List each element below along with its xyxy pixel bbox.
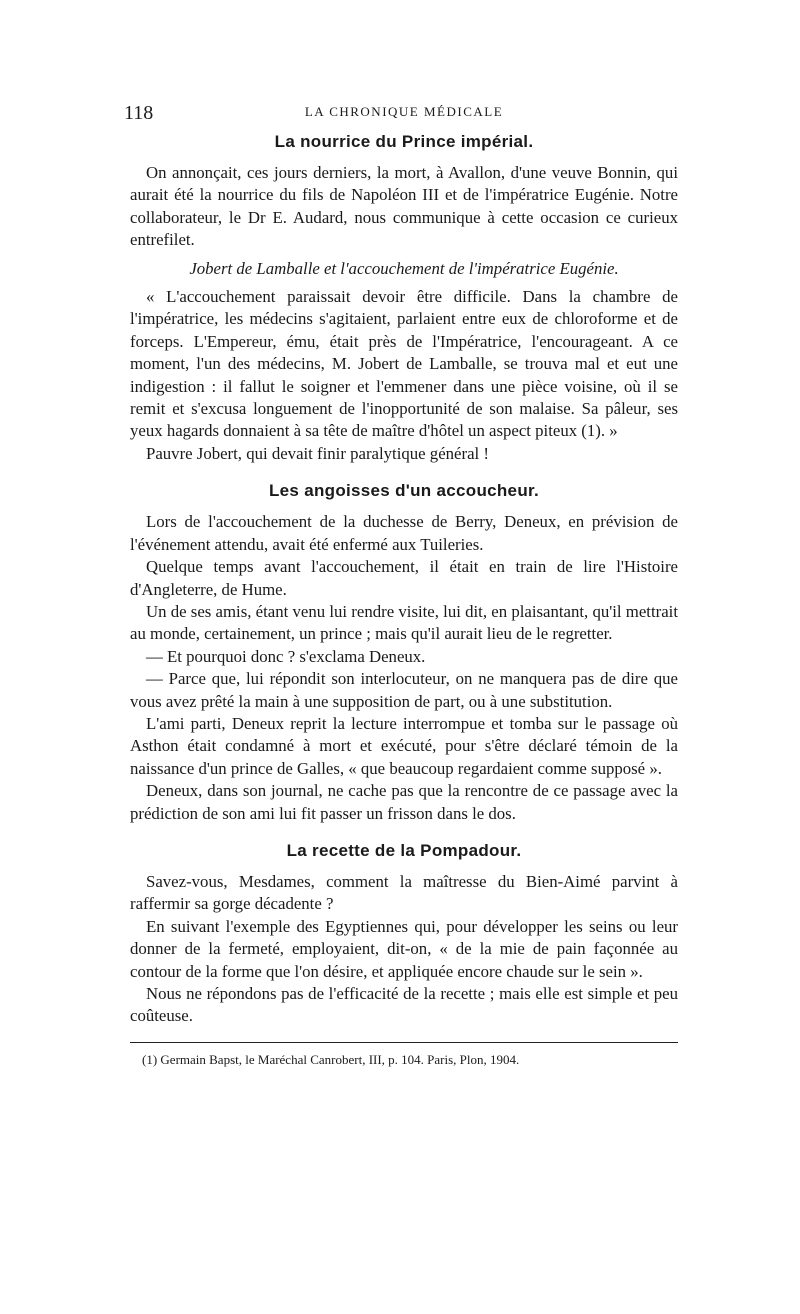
page (124, 98, 678, 1069)
paragraph: Nous ne répondons pas de l'efficacité de la recette ; mais elle est simple et peu coûteuse. (130, 984, 678, 1026)
section-title-pompadour: La recette de la Pompadour. (286, 840, 522, 860)
paragraph: On annonçait, ces jours derniers, la mort, à Avallon, d'une veuve Bonnin, qui aurait été la nourrice du fils de Napoléon III et de l'impératrice Eugénie. Notre collaborateur, le Dr E. Audard, nous communique à cette occasion ce curieux entrefilet. (130, 163, 678, 250)
paragraph: En suivant l'exemple des Egyptiennes qui, pour développer les seins ou leur donner de la fermeté, employaient, dit-on, « de la mie de pain façonnée au contour de la forme que l'on désire, et appliquée encore chaude sur le sein ». (130, 916, 678, 981)
paragraph: Un de ses amis, étant venu lui rendre visite, lui dit, en plaisantant, qu'il mettrait au monde, certainement, un prince ; mais qu'il aurait lieu de le regretter. (130, 601, 678, 644)
page-header (124, 98, 678, 124)
paragraph: — Et pourquoi donc ? s'exclama Deneux. (146, 646, 426, 666)
footnote-divider (130, 1042, 678, 1043)
section-title-nourrice: La nourrice du Prince impérial. (274, 132, 534, 151)
paragraph: « L'accouchement paraissait devoir être difficile. Dans la chambre de l'impératrice, les médecins s'agitaient, parlaient entre eux de chloroforme et de forceps. L'Empereur, ému, était près de l'Impératrice, l'encourageant. A ce moment, l'un des médecins, M. Jobert de Lamballe, se trouva mal et eut une indigestion : il fallut le soigner et l'emmener dans une pièce voisine, où il se remit et s'excusa longuement de l'inopportunité de son malaise. Sa pâleur, ses yeux hagards donnaient à sa tête de maître d'hôtel un aspect piteux (1). » (130, 287, 678, 441)
paragraph: Deneux, dans son journal, ne cache pas que la rencontre de ce passage avec la prédiction de son ami lui fit passer un frisson dans le dos. (130, 781, 678, 823)
paragraph: Pauvre Jobert, qui devait finir paralytique général ! (146, 443, 489, 463)
footnote: (1) Germain Bapst, le Maréchal Canrobert, III, p. 104. Paris, Plon, 1904. (142, 1051, 520, 1067)
section-title-angoisses: Les angoisses d'un accoucheur. (268, 481, 540, 501)
page-number: 118 (124, 102, 154, 124)
paragraph: — Parce que, lui répondit son interlocuteur, on ne manquera pas de dire que vous avez prêté la main à une supposition de part, ou à une substitution. (130, 669, 678, 711)
paragraph: Lors de l'accouchement de la duchesse de Berry, Deneux, en prévision de l'événement attendu, avait été enfermé aux Tuileries. (130, 512, 678, 554)
article-subtitle: Jobert de Lamballe et l'accouchement de l'impératrice Eugénie. (189, 258, 619, 278)
paragraph: Savez-vous, Mesdames, comment la maîtresse du Bien-Aimé parvint à raffermir sa gorge décadente ? (130, 871, 678, 914)
paragraph: L'ami parti, Deneux reprit la lecture interrompue et tomba sur le passage où Asthon était condamné à mort et exécuté, pour s'être déclaré témoin de la naissance d'un prince de Galles, « que beaucoup regardaient comme supposé ». (130, 713, 678, 778)
paragraph: Quelque temps avant l'accouchement, il était en train de lire l'Histoire d'Angleterre, de Hume. (130, 557, 678, 599)
running-title: LA CHRONIQUE MÉDICALE (304, 104, 504, 119)
